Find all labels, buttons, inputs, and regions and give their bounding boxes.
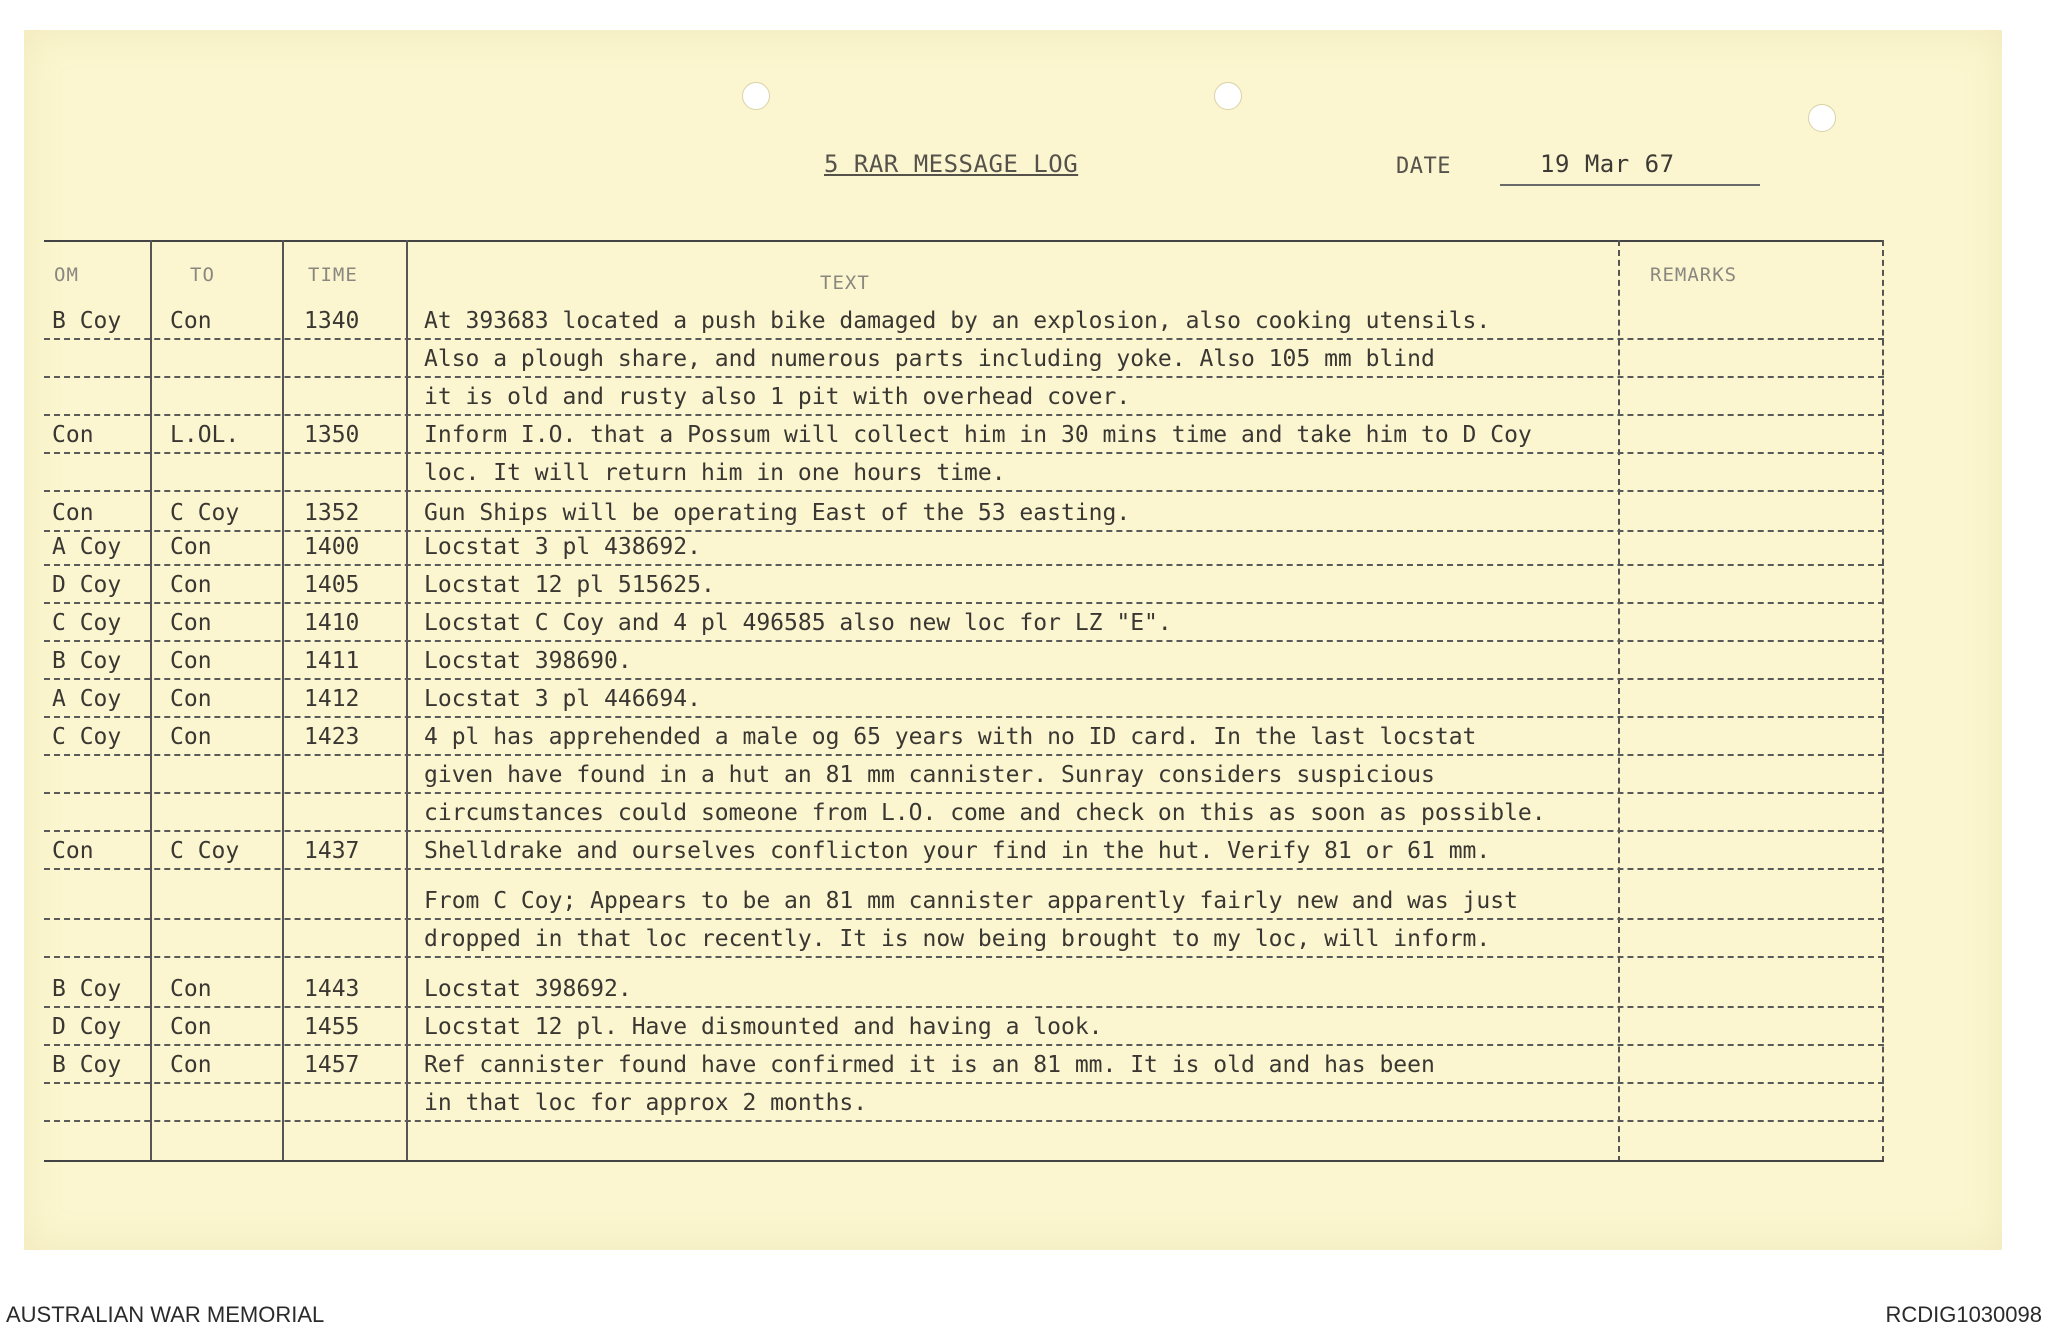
table-cell-text: Locstat 3 pl 446694. bbox=[424, 686, 701, 712]
table-cell-to: L.OL. bbox=[170, 422, 240, 448]
table-row-rule bbox=[44, 640, 1884, 642]
table-row-rule bbox=[44, 338, 1884, 340]
table-cell-from: B Coy bbox=[52, 648, 122, 674]
table-cell-text: Also a plough share, and numerous parts including yoke. Also 105 mm blind bbox=[424, 346, 1435, 372]
table-cell-from: Con bbox=[52, 838, 94, 864]
table-cell-to: Con bbox=[170, 572, 212, 598]
table-cell-text: circumstances could someone from L.O. come and check on this as soon as possible. bbox=[424, 800, 1546, 826]
table-cell-text: Locstat 3 pl 438692. bbox=[424, 534, 701, 560]
table-cell-text: Locstat 398690. bbox=[424, 648, 632, 674]
punch-hole bbox=[1808, 104, 1836, 132]
column-header-remarks: REMARKS bbox=[1650, 264, 1738, 286]
table-cell-to: Con bbox=[170, 610, 212, 636]
table-cell-time: 1405 bbox=[304, 572, 360, 598]
table-cell-from: Con bbox=[52, 500, 94, 526]
footer-right: RCDIG1030098 bbox=[1885, 1302, 2042, 1327]
table-cell-to: C Coy bbox=[170, 838, 240, 864]
table-cell-text: Shelldrake and ourselves conflicton your find in the hut. Verify 81 or 61 mm. bbox=[424, 838, 1491, 864]
table-row-rule bbox=[44, 376, 1884, 378]
table-cell-to: Con bbox=[170, 724, 212, 750]
table-cell-time: 1352 bbox=[304, 500, 360, 526]
column-divider bbox=[1882, 240, 1884, 1162]
column-divider bbox=[406, 240, 408, 1162]
table-row-rule bbox=[44, 1006, 1884, 1008]
table-cell-from: D Coy bbox=[52, 1014, 122, 1040]
table-cell-text: given have found in a hut an 81 mm cannister. Sunray considers suspicious bbox=[424, 762, 1435, 788]
table-cell-time: 1437 bbox=[304, 838, 360, 864]
table-cell-to: Con bbox=[170, 308, 212, 334]
table-row-rule bbox=[44, 1044, 1884, 1046]
table-row-rule bbox=[44, 716, 1884, 718]
table-cell-from: B Coy bbox=[52, 1052, 122, 1078]
table-cell-time: 1443 bbox=[304, 976, 360, 1002]
table-row-rule bbox=[44, 602, 1884, 604]
column-header-to: TO bbox=[190, 264, 215, 286]
table-cell-text: Gun Ships will be operating East of the 53 easting. bbox=[424, 500, 1131, 526]
table-row-rule bbox=[44, 490, 1884, 492]
table-row-rule bbox=[44, 414, 1884, 416]
table-cell-to: C Coy bbox=[170, 500, 240, 526]
log-title: 5 RAR MESSAGE LOG bbox=[824, 150, 1079, 178]
table-cell-from: B Coy bbox=[52, 308, 122, 334]
table-cell-to: Con bbox=[170, 1052, 212, 1078]
table-cell-to: Con bbox=[170, 976, 212, 1002]
table-cell-text: 4 pl has apprehended a male og 65 years with no ID card. In the last locstat bbox=[424, 724, 1477, 750]
table-cell-time: 1410 bbox=[304, 610, 360, 636]
column-divider bbox=[282, 240, 284, 1162]
table-cell-text: Locstat C Coy and 4 pl 496585 also new loc for LZ "E". bbox=[424, 610, 1172, 636]
table-cell-time: 1457 bbox=[304, 1052, 360, 1078]
date-value: 19 Mar 67 bbox=[1540, 150, 1675, 178]
table-cell-text: At 393683 located a push bike damaged by an explosion, also cooking utensils. bbox=[424, 308, 1491, 334]
table-top-rule bbox=[44, 240, 1884, 242]
table-cell-text: Inform I.O. that a Possum will collect him in 30 mins time and take him to D Coy bbox=[424, 422, 1532, 448]
column-header-time: TIME bbox=[308, 264, 358, 286]
table-cell-time: 1350 bbox=[304, 422, 360, 448]
punch-hole bbox=[1214, 82, 1242, 110]
table-row-rule bbox=[44, 1082, 1884, 1084]
table-cell-from: A Coy bbox=[52, 686, 122, 712]
table-cell-to: Con bbox=[170, 534, 212, 560]
table-cell-to: Con bbox=[170, 686, 212, 712]
table-row-rule bbox=[44, 1120, 1884, 1122]
table-bottom-rule bbox=[44, 1160, 1884, 1162]
table-row-rule bbox=[44, 452, 1884, 454]
table-row-rule bbox=[44, 564, 1884, 566]
footer-left: AUSTRALIAN WAR MEMORIAL bbox=[6, 1302, 325, 1327]
column-divider bbox=[150, 240, 152, 1162]
table-cell-text: it is old and rusty also 1 pit with overhead cover. bbox=[424, 384, 1131, 410]
table-cell-from: A Coy bbox=[52, 534, 122, 560]
table-row-rule bbox=[44, 792, 1884, 794]
table-row-rule bbox=[44, 918, 1884, 920]
table-cell-from: C Coy bbox=[52, 724, 122, 750]
table-cell-from: C Coy bbox=[52, 610, 122, 636]
table-cell-time: 1411 bbox=[304, 648, 360, 674]
table-cell-to: Con bbox=[170, 648, 212, 674]
date-underline bbox=[1500, 184, 1760, 186]
table-cell-text: Locstat 12 pl 515625. bbox=[424, 572, 715, 598]
punch-hole bbox=[742, 82, 770, 110]
table-cell-from: B Coy bbox=[52, 976, 122, 1002]
table-cell-text: dropped in that loc recently. It is now being brought to my loc, will inform. bbox=[424, 926, 1491, 952]
column-divider bbox=[1618, 240, 1620, 1162]
table-cell-time: 1400 bbox=[304, 534, 360, 560]
table-cell-text: From C Coy; Appears to be an 81 mm cannister apparently fairly new and was just bbox=[424, 888, 1518, 914]
table-cell-text: loc. It will return him in one hours time. bbox=[424, 460, 1006, 486]
table-cell-text: Locstat 398692. bbox=[424, 976, 632, 1002]
table-cell-text: in that loc for approx 2 months. bbox=[424, 1090, 868, 1116]
table-row-rule bbox=[44, 530, 1884, 532]
table-cell-time: 1340 bbox=[304, 308, 360, 334]
table-row-rule bbox=[44, 868, 1884, 870]
table-cell-time: 1455 bbox=[304, 1014, 360, 1040]
column-header-from: OM bbox=[54, 264, 79, 286]
table-cell-time: 1412 bbox=[304, 686, 360, 712]
table-row-rule bbox=[44, 830, 1884, 832]
table-cell-time: 1423 bbox=[304, 724, 360, 750]
table-row-rule bbox=[44, 754, 1884, 756]
table-cell-to: Con bbox=[170, 1014, 212, 1040]
table-cell-from: Con bbox=[52, 422, 94, 448]
table-row-rule bbox=[44, 678, 1884, 680]
date-label: DATE bbox=[1396, 154, 1451, 179]
table-cell-text: Locstat 12 pl. Have dismounted and having a look. bbox=[424, 1014, 1103, 1040]
table-row-rule bbox=[44, 956, 1884, 958]
table-cell-from: D Coy bbox=[52, 572, 122, 598]
column-header-text: TEXT bbox=[820, 272, 870, 294]
table-cell-text: Ref cannister found have confirmed it is an 81 mm. It is old and has been bbox=[424, 1052, 1435, 1078]
